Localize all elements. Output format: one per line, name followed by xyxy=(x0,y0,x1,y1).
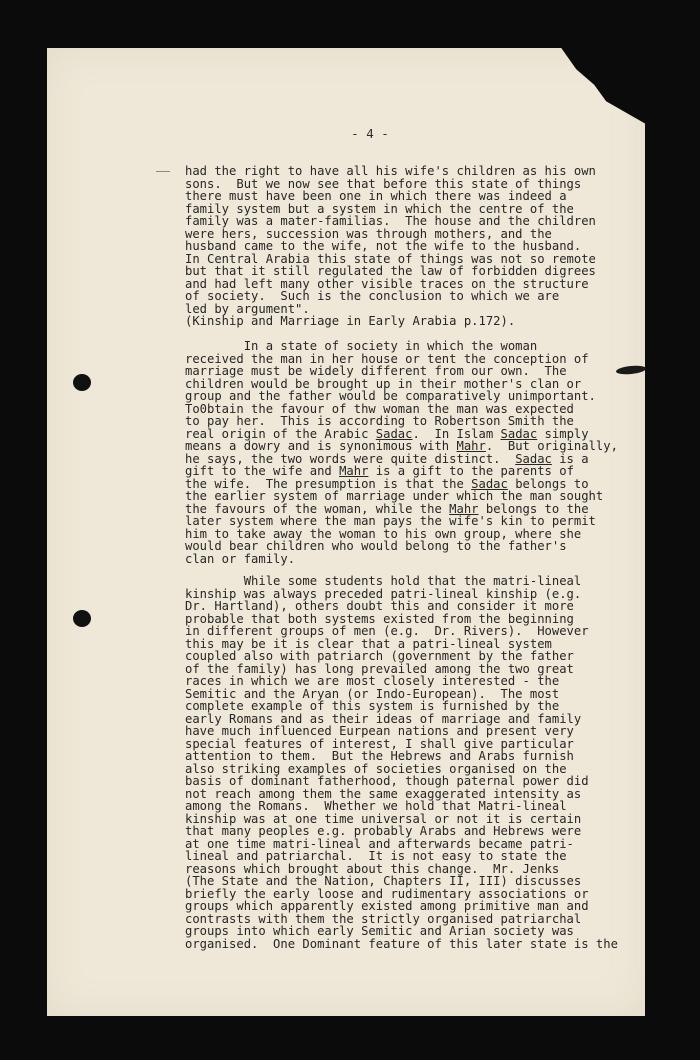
page-number: - 4 - xyxy=(351,126,389,141)
paragraph-matri-lineal-line: this may be it is clear that a patri-lineal system xyxy=(185,636,552,651)
paragraph-matri-lineal-line: have much influenced Eurpean nations and present very xyxy=(185,724,574,738)
paragraph-sadac-line: In a state of society in which the woman xyxy=(185,339,538,353)
quote-continuation-line: and had left many other visible traces on the structure xyxy=(185,276,589,291)
paragraph-sadac-line: he says, the two words were quite distinct. Sadac is a xyxy=(185,451,589,466)
paragraph-sadac-line: would bear children who would belong to the father's xyxy=(185,539,567,553)
paragraph-matri-lineal-line: While some students hold that the matri-lineal xyxy=(185,574,582,588)
paragraph-sadac-line: the earlier system of marriage under which the man sought xyxy=(185,489,604,503)
paragraph-matri-lineal-line: contrasts with them the strictly organised patriarchal xyxy=(185,911,582,926)
paragraph-sadac-line: him to take away the woman to his own group, where she xyxy=(185,526,582,541)
quote-continuation-line: husband came to the wife, not the wife to the husband. xyxy=(185,239,582,253)
quote-continuation-line: but that it still regulated the law of forbidden digrees xyxy=(185,264,596,278)
quote-continuation-line: family was a mater-familias. The house and the children xyxy=(185,214,596,228)
quote-continuation-line: led by argument". xyxy=(185,301,310,316)
quote-continuation-line: of society. Such is the conclusion to which we are xyxy=(185,289,560,303)
paragraph-sadac-line: children would be brought up in their mother's clan or xyxy=(185,376,582,391)
paragraph-sadac-line: clan or family. xyxy=(185,551,296,566)
paragraph-matri-lineal-line: races in which we are most closely interested - the xyxy=(185,674,560,688)
paragraph-matri-lineal-line: Semitic and the Aryan (or Indo-European). The most xyxy=(185,686,560,701)
paragraph-sadac-line: group and the father would be comparatively unimportant. xyxy=(185,389,596,403)
quote-continuation-line: (Kinship and Marriage in Early Arabia p.172). xyxy=(185,314,516,328)
paragraph-matri-lineal-line: kinship was at one time universal or not it is certain xyxy=(185,811,582,826)
paragraph-matri-lineal-line: (The State and the Nation, Chapters II, III) discusses xyxy=(185,874,582,888)
paragraph-matri-lineal-line: that many peoples e.g. probably Arabs and Hebrews were xyxy=(185,824,582,838)
paragraph-matri-lineal-line: in different groups of men (e.g. Dr. Rivers). However xyxy=(185,624,589,638)
paragraph-matri-lineal-line: lineal and patriarchal. It is not easy to state the xyxy=(185,849,567,863)
paragraph-sadac-line: to pay her. This is according to Robertson Smith the xyxy=(185,414,574,428)
paragraph-matri-lineal-line: kinship was always preceded patri-lineal kinship (e.g. xyxy=(185,586,582,601)
quote-continuation-line: had the right to have all his wife's children as his own xyxy=(185,164,596,178)
paragraph-sadac-line: real origin of the Arabic Sadac. In Islam Sadac simply xyxy=(185,426,589,441)
punch-hole-top xyxy=(73,374,91,391)
paragraph-sadac-line: gift to the wife and Mahr is a gift to the parents of xyxy=(185,464,574,478)
quote-continuation-line: sons. But we now see that before this state of things xyxy=(185,176,582,191)
paragraph-matri-lineal-line: early Romans and as their ideas of marriage and family xyxy=(185,711,582,726)
paragraph-matri-lineal-line: basis of dominant fatherhood, though paternal power did xyxy=(185,774,589,788)
quote-continuation-line: there must have been one in which there was indeed a xyxy=(185,189,567,203)
paragraph-matri-lineal-line: probable that both systems existed from the beginning xyxy=(185,611,574,626)
paragraph-matri-lineal-line: reasons which brought about this change. Mr. Jenks xyxy=(185,861,560,876)
paragraph-sadac-line: the wife. The presumption is that the Sadac belongs to xyxy=(185,476,589,491)
punch-hole-bottom xyxy=(73,610,91,627)
paragraph-matri-lineal-line: at one time matri-lineal and afterwards became patri- xyxy=(185,836,574,851)
paragraph-matri-lineal-line: special features of interest, I shall give particular xyxy=(185,736,574,751)
paragraph-sadac-line: marriage must be widely different from our own. The xyxy=(185,364,567,378)
quote-continuation-line: family system but a system in which the centre of the xyxy=(185,201,574,216)
paragraph-matri-lineal-line: briefly the early loose and rudimentary associations or xyxy=(185,886,589,901)
paragraph-matri-lineal-line: complete example of this system is furnished by the xyxy=(185,699,560,713)
paragraph-sadac-line: later system where the man pays the wife's kin to permit xyxy=(185,514,596,528)
quote-continuation-line: were hers, succession was through mothers, and the xyxy=(185,226,552,241)
paragraph-sadac-line: the favours of the woman, while the Mahr belongs to the xyxy=(185,501,589,516)
paragraph-sadac-line: To0btain the favour of thw woman the man was expected xyxy=(185,401,574,416)
margin-mark xyxy=(156,171,170,172)
paragraph-matri-lineal-line: also striking examples of societies organised on the xyxy=(185,761,567,776)
paragraph-matri-lineal-line: attention to them. But the Hebrews and Arabs furnish xyxy=(185,749,574,763)
paragraph-matri-lineal-line: not reach among them the same exaggerated intensity as xyxy=(185,786,582,801)
quote-continuation-line: In Central Arabia this state of things was not so remote xyxy=(185,251,596,266)
paragraph-sadac-line: received the man in her house or tent the conception of xyxy=(185,351,589,366)
paragraph-matri-lineal-line: groups into which early Semitic and Arian society was xyxy=(185,924,574,938)
paragraph-matri-lineal-line: coupled also with patriarch (government by the father xyxy=(185,649,574,663)
paragraph-matri-lineal-line: among the Romans. Whether we hold that Matri-lineal xyxy=(185,799,567,813)
paragraph-matri-lineal-line: organised. One Dominant feature of this later state is the xyxy=(185,936,618,951)
paragraph-matri-lineal-line: of the family) has long prevailed among the two great xyxy=(185,661,574,676)
paragraph-matri-lineal-line: Dr. Hartland), others doubt this and consider it more xyxy=(185,599,574,613)
paragraph-matri-lineal-line: groups which apparently existed among primitive man and xyxy=(185,899,589,913)
paragraph-sadac-line: means a dowry and is synonimous with Mahr. But originally, xyxy=(185,439,618,453)
